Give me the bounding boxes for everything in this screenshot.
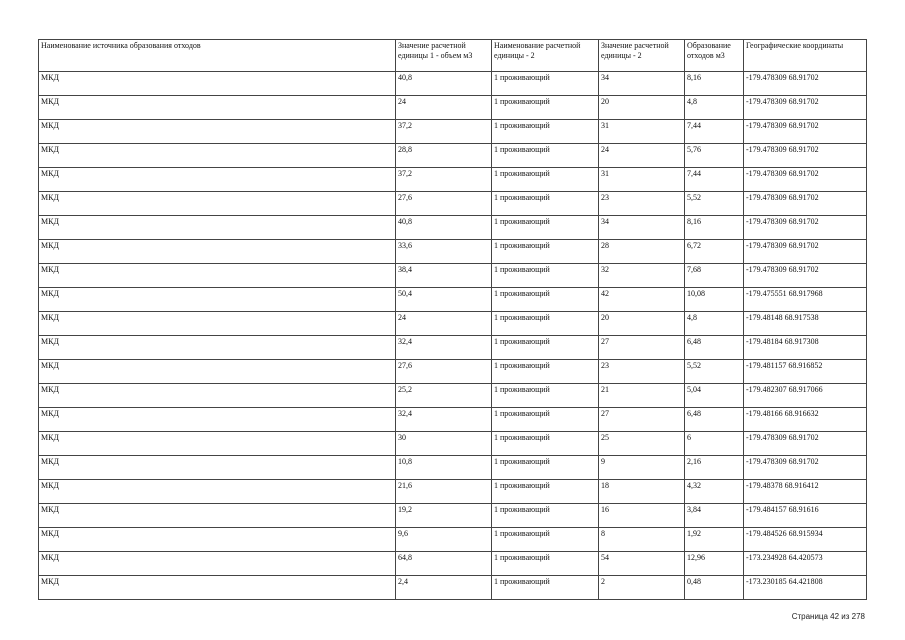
table-row bbox=[39, 144, 867, 168]
cell-source-name: МКД bbox=[39, 216, 396, 240]
cell-unit-value-2: 23 bbox=[599, 360, 685, 384]
cell-coordinates: -179.478309 68.91702 bbox=[744, 96, 867, 120]
cell-unit-value-1: 64,8 bbox=[396, 552, 492, 576]
table-row bbox=[39, 312, 867, 336]
table-row bbox=[39, 192, 867, 216]
cell-coordinates: -179.478309 68.91702 bbox=[744, 168, 867, 192]
cell-waste-volume: 10,08 bbox=[685, 288, 744, 312]
cell-source-name: МКД bbox=[39, 384, 396, 408]
cell-unit-name-2: 1 проживающий bbox=[492, 192, 599, 216]
table-row bbox=[39, 96, 867, 120]
cell-source-name: МКД bbox=[39, 528, 396, 552]
cell-waste-volume: 5,52 bbox=[685, 192, 744, 216]
cell-unit-value-2: 16 bbox=[599, 504, 685, 528]
cell-coordinates: -179.48166 68.916632 bbox=[744, 408, 867, 432]
cell-coordinates: -179.48378 68.916412 bbox=[744, 480, 867, 504]
cell-unit-value-1: 37,2 bbox=[396, 120, 492, 144]
cell-unit-name-2: 1 проживающий bbox=[492, 504, 599, 528]
cell-coordinates: -179.478309 68.91702 bbox=[744, 216, 867, 240]
cell-source-name: МКД bbox=[39, 576, 396, 600]
table-row bbox=[39, 288, 867, 312]
cell-unit-value-2: 21 bbox=[599, 384, 685, 408]
cell-coordinates: -179.475551 68.917968 bbox=[744, 288, 867, 312]
cell-unit-name-2: 1 проживающий bbox=[492, 552, 599, 576]
cell-waste-volume: 6 bbox=[685, 432, 744, 456]
cell-waste-volume: 8,16 bbox=[685, 216, 744, 240]
cell-unit-value-1: 25,2 bbox=[396, 384, 492, 408]
cell-unit-name-2: 1 проживающий bbox=[492, 576, 599, 600]
cell-unit-value-1: 32,4 bbox=[396, 336, 492, 360]
cell-waste-volume: 7,44 bbox=[685, 168, 744, 192]
cell-unit-value-2: 27 bbox=[599, 336, 685, 360]
cell-source-name: МКД bbox=[39, 144, 396, 168]
cell-coordinates: -179.481157 68.916852 bbox=[744, 360, 867, 384]
table-row bbox=[39, 384, 867, 408]
cell-unit-value-2: 31 bbox=[599, 120, 685, 144]
cell-unit-value-2: 54 bbox=[599, 552, 685, 576]
cell-unit-name-2: 1 проживающий bbox=[492, 264, 599, 288]
cell-unit-value-1: 27,6 bbox=[396, 360, 492, 384]
table-row bbox=[39, 336, 867, 360]
cell-unit-name-2: 1 проживающий bbox=[492, 216, 599, 240]
cell-waste-volume: 7,44 bbox=[685, 120, 744, 144]
cell-coordinates: -179.484157 68.91616 bbox=[744, 504, 867, 528]
cell-unit-value-1: 40,8 bbox=[396, 216, 492, 240]
cell-waste-volume: 7,68 bbox=[685, 264, 744, 288]
cell-unit-value-1: 10,8 bbox=[396, 456, 492, 480]
cell-unit-value-2: 42 bbox=[599, 288, 685, 312]
cell-coordinates: -179.478309 68.91702 bbox=[744, 144, 867, 168]
cell-source-name: МКД bbox=[39, 240, 396, 264]
cell-waste-volume: 4,8 bbox=[685, 312, 744, 336]
cell-unit-value-2: 25 bbox=[599, 432, 685, 456]
cell-unit-value-2: 32 bbox=[599, 264, 685, 288]
cell-waste-volume: 1,92 bbox=[685, 528, 744, 552]
cell-unit-value-2: 27 bbox=[599, 408, 685, 432]
cell-unit-name-2: 1 проживающий bbox=[492, 120, 599, 144]
cell-waste-volume: 6,48 bbox=[685, 408, 744, 432]
cell-coordinates: -179.478309 68.91702 bbox=[744, 264, 867, 288]
cell-coordinates: -173.234928 64.420573 bbox=[744, 552, 867, 576]
cell-unit-value-2: 34 bbox=[599, 72, 685, 96]
cell-unit-value-1: 27,6 bbox=[396, 192, 492, 216]
cell-unit-name-2: 1 проживающий bbox=[492, 528, 599, 552]
table-row bbox=[39, 168, 867, 192]
table-row bbox=[39, 456, 867, 480]
cell-source-name: МКД bbox=[39, 96, 396, 120]
cell-unit-value-2: 31 bbox=[599, 168, 685, 192]
cell-coordinates: -179.48148 68.917538 bbox=[744, 312, 867, 336]
cell-coordinates: -179.478309 68.91702 bbox=[744, 432, 867, 456]
cell-unit-name-2: 1 проживающий bbox=[492, 144, 599, 168]
table-row bbox=[39, 576, 867, 600]
cell-unit-value-1: 50,4 bbox=[396, 288, 492, 312]
table-row bbox=[39, 264, 867, 288]
cell-source-name: МКД bbox=[39, 456, 396, 480]
cell-waste-volume: 5,04 bbox=[685, 384, 744, 408]
cell-coordinates: -179.478309 68.91702 bbox=[744, 120, 867, 144]
cell-unit-value-1: 21,6 bbox=[396, 480, 492, 504]
cell-waste-volume: 6,72 bbox=[685, 240, 744, 264]
cell-waste-volume: 2,16 bbox=[685, 456, 744, 480]
cell-coordinates: -179.482307 68.917066 bbox=[744, 384, 867, 408]
cell-source-name: МКД bbox=[39, 288, 396, 312]
cell-source-name: МКД bbox=[39, 168, 396, 192]
header-unit-value-2: Значение расчетной единицы - 2 bbox=[599, 40, 685, 72]
cell-unit-value-1: 32,4 bbox=[396, 408, 492, 432]
cell-unit-value-1: 9,6 bbox=[396, 528, 492, 552]
header-unit-value-1: Значение расчетной единицы 1 - объем м3 bbox=[396, 40, 492, 72]
cell-unit-name-2: 1 проживающий bbox=[492, 96, 599, 120]
cell-unit-value-2: 24 bbox=[599, 144, 685, 168]
cell-coordinates: -173.230185 64.421808 bbox=[744, 576, 867, 600]
page-number: Страница 42 из 278 bbox=[791, 612, 865, 621]
cell-unit-name-2: 1 проживающий bbox=[492, 480, 599, 504]
cell-coordinates: -179.484526 68.915934 bbox=[744, 528, 867, 552]
header-source-name: Наименование источника образования отходов bbox=[39, 40, 396, 72]
cell-unit-value-2: 8 bbox=[599, 528, 685, 552]
header-unit-name-2: Наименование расчетной единицы - 2 bbox=[492, 40, 599, 72]
table-row bbox=[39, 504, 867, 528]
cell-unit-value-1: 38,4 bbox=[396, 264, 492, 288]
cell-source-name: МКД bbox=[39, 264, 396, 288]
cell-coordinates: -179.478309 68.91702 bbox=[744, 72, 867, 96]
cell-unit-value-2: 20 bbox=[599, 96, 685, 120]
cell-unit-name-2: 1 проживающий bbox=[492, 336, 599, 360]
cell-waste-volume: 5,76 bbox=[685, 144, 744, 168]
cell-unit-value-1: 28,8 bbox=[396, 144, 492, 168]
cell-unit-value-1: 19,2 bbox=[396, 504, 492, 528]
table-row bbox=[39, 72, 867, 96]
table-row bbox=[39, 240, 867, 264]
cell-unit-name-2: 1 проживающий bbox=[492, 168, 599, 192]
cell-unit-value-1: 30 bbox=[396, 432, 492, 456]
cell-unit-value-2: 23 bbox=[599, 192, 685, 216]
cell-source-name: МКД bbox=[39, 72, 396, 96]
cell-unit-name-2: 1 проживающий bbox=[492, 456, 599, 480]
table-row bbox=[39, 528, 867, 552]
cell-waste-volume: 8,16 bbox=[685, 72, 744, 96]
cell-source-name: МКД bbox=[39, 120, 396, 144]
cell-unit-value-2: 34 bbox=[599, 216, 685, 240]
cell-waste-volume: 0,48 bbox=[685, 576, 744, 600]
cell-unit-value-2: 20 bbox=[599, 312, 685, 336]
header-waste-volume: Образование отходов м3 bbox=[685, 40, 744, 72]
cell-unit-name-2: 1 проживающий bbox=[492, 432, 599, 456]
cell-unit-name-2: 1 проживающий bbox=[492, 312, 599, 336]
cell-waste-volume: 5,52 bbox=[685, 360, 744, 384]
cell-coordinates: -179.478309 68.91702 bbox=[744, 456, 867, 480]
cell-waste-volume: 4,32 bbox=[685, 480, 744, 504]
table-body bbox=[39, 72, 867, 600]
table-row bbox=[39, 360, 867, 384]
cell-unit-name-2: 1 проживающий bbox=[492, 240, 599, 264]
cell-unit-value-1: 24 bbox=[396, 96, 492, 120]
cell-source-name: МКД bbox=[39, 312, 396, 336]
cell-waste-volume: 12,96 bbox=[685, 552, 744, 576]
header-coordinates: Географические координаты bbox=[744, 40, 867, 72]
cell-source-name: МКД bbox=[39, 360, 396, 384]
cell-source-name: МКД bbox=[39, 480, 396, 504]
cell-unit-value-2: 2 bbox=[599, 576, 685, 600]
cell-unit-value-2: 9 bbox=[599, 456, 685, 480]
cell-unit-name-2: 1 проживающий bbox=[492, 288, 599, 312]
cell-coordinates: -179.478309 68.91702 bbox=[744, 192, 867, 216]
cell-coordinates: -179.48184 68.917308 bbox=[744, 336, 867, 360]
cell-unit-name-2: 1 проживающий bbox=[492, 72, 599, 96]
cell-source-name: МКД bbox=[39, 192, 396, 216]
cell-unit-name-2: 1 проживающий bbox=[492, 360, 599, 384]
cell-waste-volume: 3,84 bbox=[685, 504, 744, 528]
table-row bbox=[39, 216, 867, 240]
cell-source-name: МКД bbox=[39, 336, 396, 360]
cell-unit-name-2: 1 проживающий bbox=[492, 408, 599, 432]
cell-unit-value-1: 2,4 bbox=[396, 576, 492, 600]
cell-unit-value-1: 24 bbox=[396, 312, 492, 336]
cell-source-name: МКД bbox=[39, 504, 396, 528]
cell-unit-value-1: 33,6 bbox=[396, 240, 492, 264]
cell-unit-value-1: 37,2 bbox=[396, 168, 492, 192]
cell-waste-volume: 6,48 bbox=[685, 336, 744, 360]
table-row bbox=[39, 120, 867, 144]
cell-coordinates: -179.478309 68.91702 bbox=[744, 240, 867, 264]
cell-source-name: МКД bbox=[39, 552, 396, 576]
cell-source-name: МКД bbox=[39, 432, 396, 456]
table-row bbox=[39, 480, 867, 504]
table-row bbox=[39, 552, 867, 576]
table-header-row bbox=[39, 40, 867, 72]
cell-source-name: МКД bbox=[39, 408, 396, 432]
waste-sources-table bbox=[38, 39, 867, 600]
cell-waste-volume: 4,8 bbox=[685, 96, 744, 120]
table-row bbox=[39, 408, 867, 432]
cell-unit-value-2: 18 bbox=[599, 480, 685, 504]
cell-unit-value-1: 40,8 bbox=[396, 72, 492, 96]
table-row bbox=[39, 432, 867, 456]
cell-unit-name-2: 1 проживающий bbox=[492, 384, 599, 408]
cell-unit-value-2: 28 bbox=[599, 240, 685, 264]
